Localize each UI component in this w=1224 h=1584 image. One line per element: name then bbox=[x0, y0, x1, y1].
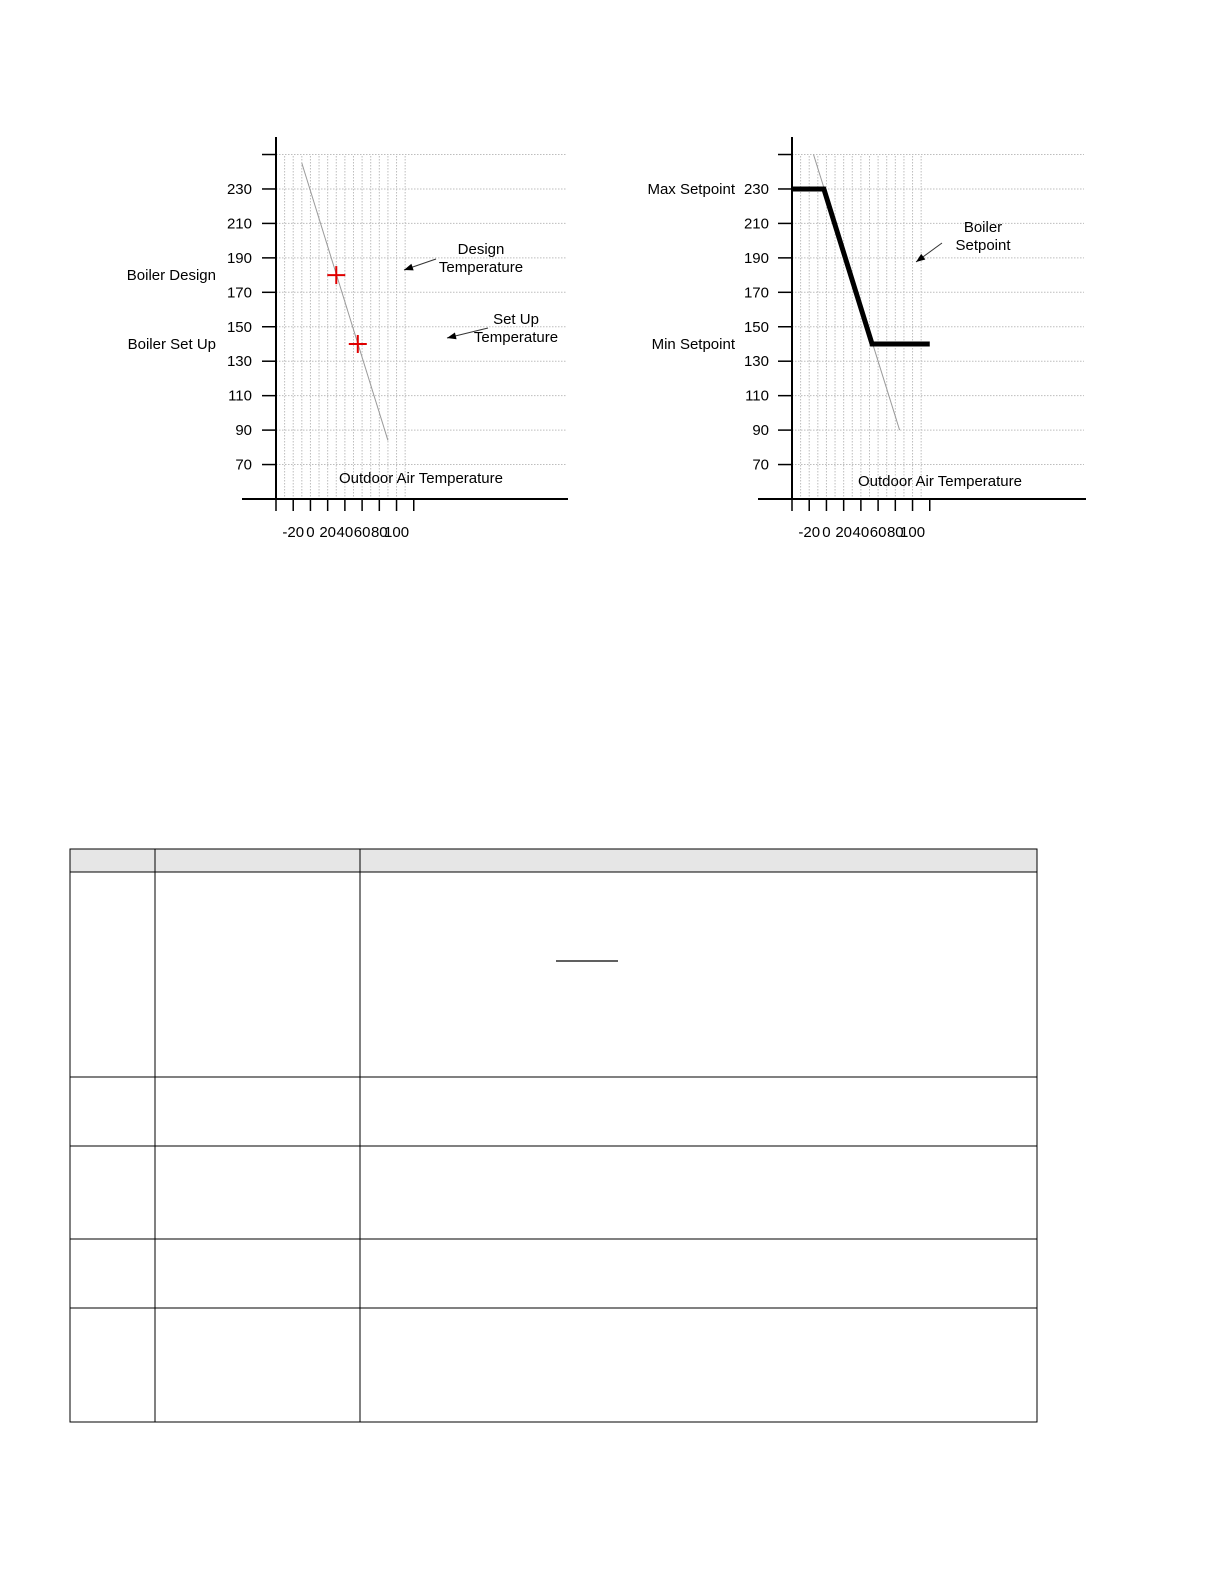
x-tick-label: 40 bbox=[852, 524, 870, 541]
y-side-label: Boiler Set Up bbox=[127, 335, 216, 353]
y-tick-label: 190 bbox=[226, 249, 252, 267]
red-cross-marker bbox=[349, 335, 367, 353]
y-tick-label: 90 bbox=[235, 422, 252, 440]
y-side-label: Boiler Design bbox=[126, 267, 216, 285]
y-tick-label: 110 bbox=[745, 387, 769, 405]
chart-boiler-setpoint bbox=[647, 137, 1086, 541]
x-tick-label: -20 bbox=[798, 524, 821, 541]
x-tick-label: 80 bbox=[370, 524, 388, 541]
annotation-label: Temperature bbox=[473, 329, 559, 346]
x-tick-label: 60 bbox=[869, 524, 887, 541]
y-tick-label: 230 bbox=[743, 180, 769, 198]
red-cross-marker bbox=[327, 266, 345, 284]
x-tick-label: 60 bbox=[353, 524, 371, 541]
annotation-label: Setpoint bbox=[955, 237, 1011, 254]
y-tick-label: 210 bbox=[226, 215, 252, 233]
annotation-label: Design bbox=[457, 241, 505, 258]
x-axis-label: Outdoor Air Temperature bbox=[339, 470, 503, 487]
y-tick-label: 90 bbox=[752, 422, 769, 440]
x-tick-label: 100 bbox=[384, 524, 410, 541]
y-side-label: Max Setpoint bbox=[647, 180, 735, 198]
y-tick-label: 190 bbox=[743, 249, 769, 267]
y-tick-label: 130 bbox=[743, 353, 769, 371]
y-tick-label: 150 bbox=[226, 318, 252, 336]
annotation-label: Set Up bbox=[493, 311, 539, 328]
y-tick-label: 70 bbox=[235, 456, 252, 474]
y-tick-label: 70 bbox=[752, 456, 769, 474]
leader-arrowhead bbox=[447, 332, 457, 339]
x-tick-label: 0 bbox=[822, 524, 831, 541]
y-tick-label: 210 bbox=[743, 215, 769, 233]
y-tick-label: 170 bbox=[226, 284, 252, 302]
leader-arrowhead bbox=[916, 254, 925, 262]
x-axis-label: Outdoor Air Temperature bbox=[858, 473, 1022, 490]
chart-design-setup bbox=[127, 137, 568, 541]
table-header-row bbox=[70, 849, 1037, 872]
table-border bbox=[70, 849, 1037, 1422]
y-tick-label: 230 bbox=[226, 180, 252, 198]
x-tick-label: 100 bbox=[900, 524, 926, 541]
parameter-table bbox=[70, 849, 1037, 1422]
boiler-setpoint-line bbox=[792, 189, 930, 344]
y-tick-label: 110 bbox=[228, 387, 252, 405]
x-tick-label: 20 bbox=[835, 524, 853, 541]
x-tick-label: 80 bbox=[886, 524, 904, 541]
y-side-label: Min Setpoint bbox=[651, 335, 735, 353]
x-tick-label: 0 bbox=[306, 524, 315, 541]
annotation-label: Temperature bbox=[438, 259, 524, 276]
x-tick-label: 40 bbox=[336, 524, 354, 541]
y-tick-label: 170 bbox=[743, 284, 769, 302]
annotation-label: Boiler bbox=[963, 219, 1003, 236]
y-tick-label: 150 bbox=[743, 318, 769, 336]
y-tick-label: 130 bbox=[226, 353, 252, 371]
x-tick-label: -20 bbox=[282, 524, 305, 541]
x-tick-label: 20 bbox=[319, 524, 337, 541]
